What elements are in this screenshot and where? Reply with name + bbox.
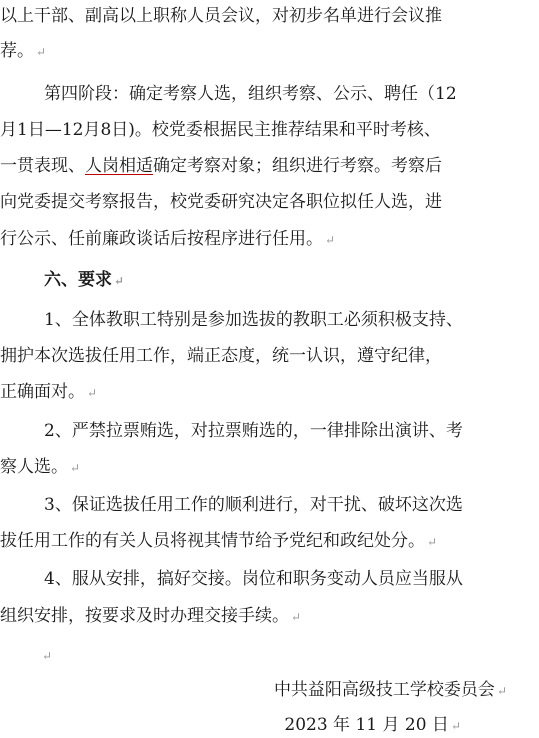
paragraph-mark-icon: ↵: [114, 274, 125, 288]
paragraph-mark-icon: ↵: [291, 610, 302, 624]
body-line: 正确面对。 ↵: [0, 382, 98, 402]
body-line: 以上干部、副高以上职称人员会议，对初步名单进行会议推: [0, 6, 442, 26]
body-line: 察人选。 ↵: [0, 457, 81, 477]
paragraph-mark-icon: ↵: [450, 719, 461, 733]
body-line: 2、严禁拉票贿选，对拉票贿选的，一律排除出演讲、考: [44, 421, 463, 441]
paragraph-mark-icon: ↵: [42, 649, 53, 663]
body-line: 行公示、任前廉政谈话后按程序进行任用。 ↵: [0, 229, 336, 249]
paragraph-mark-icon: ↵: [427, 535, 438, 549]
empty-line: [40, 645, 52, 665]
body-line: 拔任用工作的有关人员将视其情节给予党纪和政纪处分。 ↵: [0, 531, 438, 551]
body-line: 第四阶段：确定考察人选，组织考察、公示、聘任（12: [44, 84, 457, 104]
body-line: 4、服从安排，搞好交接。岗位和职务变动人员应当服从: [44, 569, 463, 589]
body-line: 荐。 ↵: [0, 41, 47, 61]
body-line: 1、全体教职工特别是参加选拔的教职工必须积极支持、: [44, 310, 463, 330]
signature-org: 中共益阳高级技工学校委员会 ↵: [273, 680, 507, 700]
body-line: 3、保证选拔任用工作的顺利进行，对干扰、破坏这次选: [44, 495, 463, 515]
paragraph-mark-icon: ↵: [87, 386, 98, 400]
body-line: 拥护本次选拔任用工作，端正态度，统一认识，遵守纪律，: [0, 346, 442, 366]
paragraph-mark-icon: ↵: [325, 233, 336, 247]
body-line: 一贯表现、人岗相适确定考察对象；组织进行考察。考察后: [0, 156, 442, 176]
body-line: 向党委提交考察报告，校党委研究决定各职位拟任人选，进: [0, 192, 442, 212]
body-line: 月1日—12月8日)。校党委根据民主推荐结果和平时考核、: [0, 120, 441, 140]
signature-date: 2023 年 11 月 20 日 ↵: [284, 715, 461, 735]
paragraph-mark-icon: ↵: [70, 461, 81, 475]
body-line: 组织安排，按要求及时办理交接手续。 ↵: [0, 606, 302, 626]
paragraph-mark-icon: ↵: [36, 45, 47, 59]
paragraph-mark-icon: ↵: [496, 684, 507, 698]
section-heading: 六、要求 ↵: [44, 270, 125, 290]
underlined-phrase: 人岗相适: [85, 156, 153, 176]
